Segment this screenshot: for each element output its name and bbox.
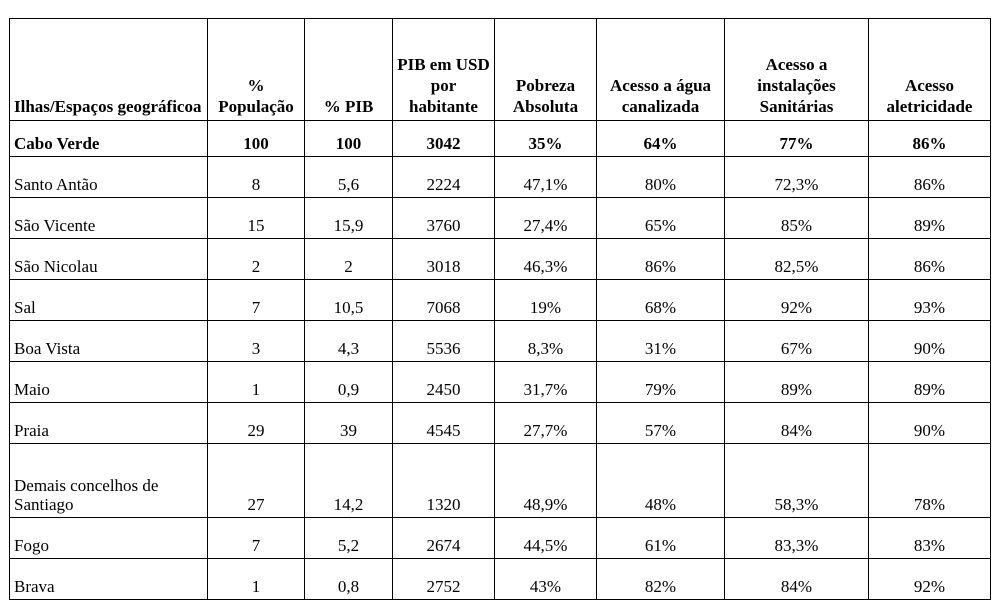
table-cell: 85% (725, 198, 869, 239)
header-pib-per-capita: PIB em USD por habitante (393, 19, 495, 121)
table-cell: Sal (10, 280, 208, 321)
table-cell: 1320 (393, 444, 495, 518)
table-cell: 3018 (393, 239, 495, 280)
table-row (10, 559, 991, 600)
table-cell: 2752 (393, 559, 495, 600)
table-cell: 0,8 (305, 559, 393, 600)
table-cell: 83% (869, 518, 991, 559)
table-cell: 89% (725, 362, 869, 403)
table-cell: 89% (869, 198, 991, 239)
table-cell: 77% (725, 121, 869, 157)
table-cell: 100 (305, 121, 393, 157)
table-cell: Maio (10, 362, 208, 403)
table-row (10, 280, 991, 321)
table-cell: 46,3% (495, 239, 597, 280)
table-cell: Cabo Verde (10, 121, 208, 157)
table-cell: 86% (869, 157, 991, 198)
table-cell: 2450 (393, 362, 495, 403)
table-cell: 58,3% (725, 444, 869, 518)
table-cell: 29 (208, 403, 305, 444)
table-row (10, 239, 991, 280)
table-cell: 10,5 (305, 280, 393, 321)
table-cell: 61% (597, 518, 725, 559)
table-cell: 48% (597, 444, 725, 518)
table-cell: 1 (208, 362, 305, 403)
table-cell: 2224 (393, 157, 495, 198)
table-cell: 2 (305, 239, 393, 280)
table-cell: 3760 (393, 198, 495, 239)
table-row (10, 403, 991, 444)
table-cell: 27 (208, 444, 305, 518)
table-cell: 83,3% (725, 518, 869, 559)
table-cell: 4,3 (305, 321, 393, 362)
table-cell: 84% (725, 559, 869, 600)
table-cell: 86% (869, 239, 991, 280)
table-cell: 65% (597, 198, 725, 239)
table-cell: 72,3% (725, 157, 869, 198)
table-cell: 100 (208, 121, 305, 157)
table-cell: Praia (10, 403, 208, 444)
table-cell: 2674 (393, 518, 495, 559)
table-row (10, 157, 991, 198)
table-cell: 31% (597, 321, 725, 362)
table-cell: 68% (597, 280, 725, 321)
table-cell: 15 (208, 198, 305, 239)
table-cell: São Vicente (10, 198, 208, 239)
header-population: % População (208, 19, 305, 121)
table-cell: 86% (597, 239, 725, 280)
table-cell: 15,9 (305, 198, 393, 239)
header-electricity-access: Acesso aletricidade (869, 19, 991, 121)
total-row (10, 121, 991, 157)
table-cell: Fogo (10, 518, 208, 559)
table-row (10, 321, 991, 362)
table-cell: 44,5% (495, 518, 597, 559)
table-cell: 3042 (393, 121, 495, 157)
table-cell: 90% (869, 403, 991, 444)
table-cell: 31,7% (495, 362, 597, 403)
table-cell: 90% (869, 321, 991, 362)
table-cell: 8 (208, 157, 305, 198)
table-cell: 7 (208, 280, 305, 321)
table-cell: 3 (208, 321, 305, 362)
table-row (10, 518, 991, 559)
table-cell: 92% (725, 280, 869, 321)
table-cell: 82,5% (725, 239, 869, 280)
table-cell: 93% (869, 280, 991, 321)
table-cell: 14,2 (305, 444, 393, 518)
table-cell: 1 (208, 559, 305, 600)
table-cell: 64% (597, 121, 725, 157)
table-cell: 5,6 (305, 157, 393, 198)
table-cell: Brava (10, 559, 208, 600)
table-cell: 67% (725, 321, 869, 362)
table-cell: 78% (869, 444, 991, 518)
table-cell: 47,1% (495, 157, 597, 198)
header-water-access: Acesso a água canalizada (597, 19, 725, 121)
table-cell: Demais concelhos de Santiago (10, 444, 208, 518)
table-cell: 7 (208, 518, 305, 559)
header-row (10, 19, 991, 121)
table-cell: Boa Vista (10, 321, 208, 362)
table-cell: 7068 (393, 280, 495, 321)
table-cell: 27,4% (495, 198, 597, 239)
table-cell: 19% (495, 280, 597, 321)
table-cell: 82% (597, 559, 725, 600)
table-cell: 4545 (393, 403, 495, 444)
table-row (10, 198, 991, 239)
table-cell: 39 (305, 403, 393, 444)
table-cell: 80% (597, 157, 725, 198)
table-cell: 43% (495, 559, 597, 600)
table-cell: 5,2 (305, 518, 393, 559)
table-cell: 2 (208, 239, 305, 280)
header-pib-percent: % PIB (305, 19, 393, 121)
table-cell: 0,9 (305, 362, 393, 403)
table-cell: 79% (597, 362, 725, 403)
table-cell: 84% (725, 403, 869, 444)
header-poverty: Pobreza Absoluta (495, 19, 597, 121)
table-cell: 27,7% (495, 403, 597, 444)
table-cell: 92% (869, 559, 991, 600)
statistics-table (9, 18, 991, 600)
header-sanitation-access: Acesso a instalações Sanitárias (725, 19, 869, 121)
table-cell: São Nicolau (10, 239, 208, 280)
table-cell: Santo Antão (10, 157, 208, 198)
table-cell: 89% (869, 362, 991, 403)
table-row (10, 444, 991, 518)
table-cell: 8,3% (495, 321, 597, 362)
table-cell: 86% (869, 121, 991, 157)
table-cell: 48,9% (495, 444, 597, 518)
table-cell: 35% (495, 121, 597, 157)
table-cell: 57% (597, 403, 725, 444)
header-island: Ilhas/Espaços geográficoa (10, 19, 208, 121)
table-cell: 5536 (393, 321, 495, 362)
table-row (10, 362, 991, 403)
